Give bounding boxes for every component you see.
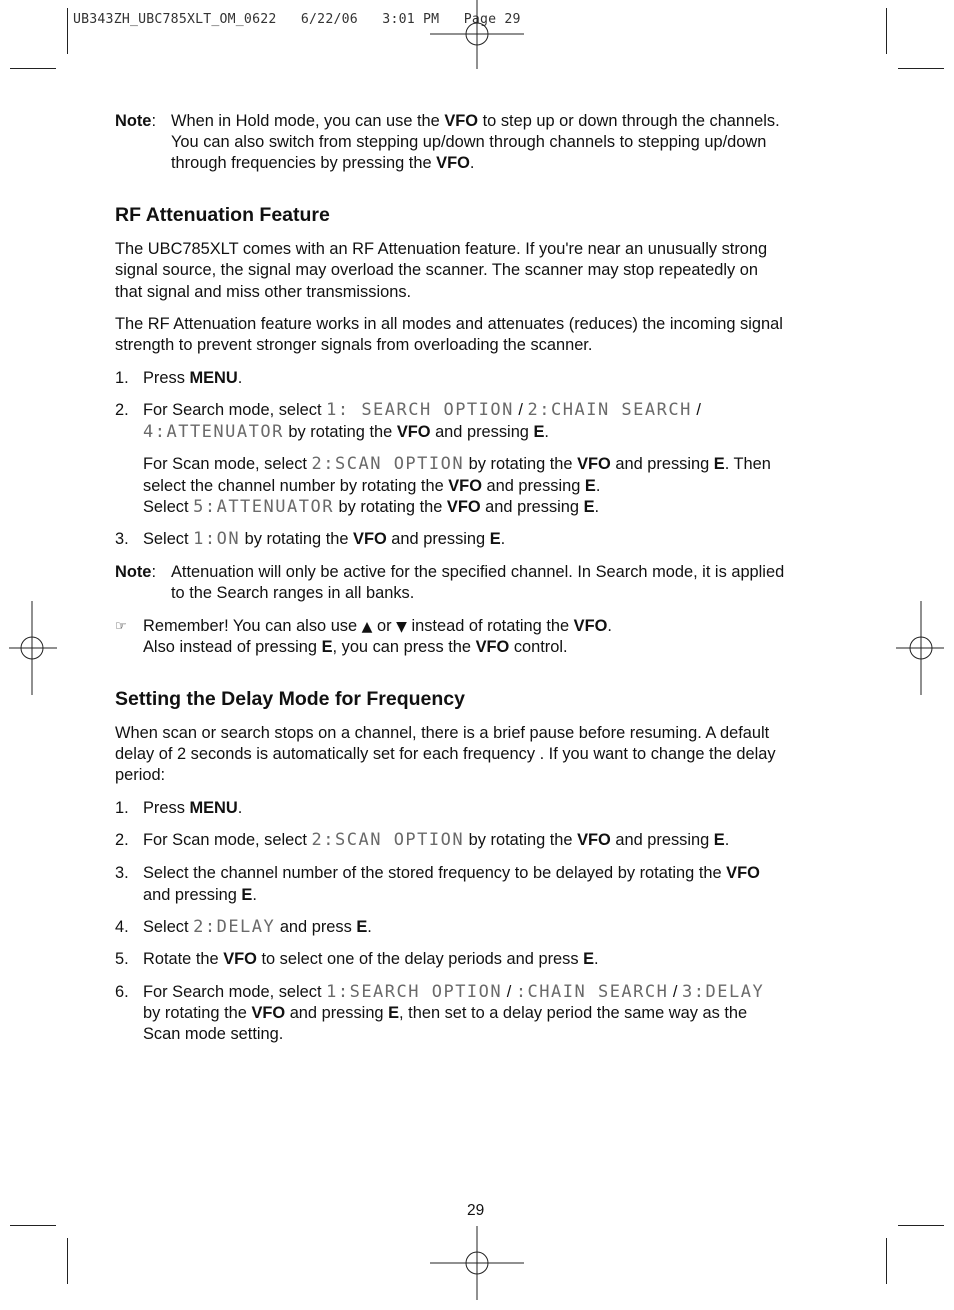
delay-step-number: 3. bbox=[115, 864, 129, 882]
registration-mark-bottom bbox=[430, 1216, 524, 1310]
heading-rf-attenuation: RF Attenuation Feature bbox=[115, 204, 330, 226]
delay-paragraph-line-3: period: bbox=[115, 766, 166, 784]
lcd-text: 2:SCAN OPTION bbox=[311, 830, 465, 850]
lcd-text: 5:ATTENUATOR bbox=[193, 497, 334, 517]
note-hold-mode: Note: bbox=[115, 112, 156, 130]
rf-step-number: 3. bbox=[115, 530, 129, 548]
crop-mark bbox=[886, 1238, 887, 1284]
rf-paragraph-1-line-2: signal source, the signal may overload the scanner. The scanner may stop repeatedly on bbox=[115, 261, 758, 279]
delay-step-3-line-1: Select the channel number of the stored frequency to be delayed by rotating the VFO bbox=[143, 864, 760, 882]
remember-line-1: Remember! You can also use ▲ or ▼ instead of rotating the VFO. bbox=[143, 617, 612, 635]
delay-paragraph-line-2: delay of 2 seconds is automatically set for each frequency . If you want to change the delay bbox=[115, 745, 776, 763]
crop-mark bbox=[886, 8, 887, 54]
lcd-text: 1:SEARCH OPTION bbox=[326, 982, 503, 1002]
rf-step-2-line-1: For Search mode, select 1: SEARCH OPTION / 2:CHAIN SEARCH / bbox=[143, 400, 701, 420]
registration-mark-top bbox=[430, 0, 524, 81]
print-slug: UB343ZH_UBC785XLT_OM_0622 6/22/06 3:01 PM Page 29 bbox=[73, 12, 521, 27]
crop-mark bbox=[10, 1225, 56, 1226]
rf-step-2-channel-line: select the channel number by rotating the VFO and pressing E. bbox=[143, 477, 601, 495]
crop-mark bbox=[898, 1225, 944, 1226]
delay-step-number: 1. bbox=[115, 799, 129, 817]
registration-mark-left bbox=[0, 601, 79, 695]
lcd-text: 3:DELAY bbox=[682, 982, 765, 1002]
note-hold-line-1: When in Hold mode, you can use the VFO to step up or down through the channels. bbox=[171, 112, 780, 130]
rf-step-number: 1. bbox=[115, 369, 129, 387]
delay-step-3-line-2: and pressing E. bbox=[143, 886, 257, 904]
crop-mark bbox=[898, 68, 944, 69]
rf-step-2-select-line: Select 5:ATTENUATOR by rotating the VFO and pressing E. bbox=[143, 497, 600, 517]
lcd-text: 2:CHAIN SEARCH bbox=[527, 400, 692, 420]
delay-step-5: Rotate the VFO to select one of the delay periods and press E. bbox=[143, 950, 599, 968]
lcd-text: 2:DELAY bbox=[193, 917, 276, 937]
rf-step-number: 2. bbox=[115, 401, 129, 419]
crop-mark bbox=[67, 8, 68, 54]
lcd-text: :CHAIN SEARCH bbox=[515, 982, 669, 1002]
delay-step-number: 4. bbox=[115, 918, 129, 936]
delay-paragraph-line-1: When scan or search stops on a channel, there is a brief pause before resuming. A default bbox=[115, 724, 770, 742]
note-attenuation-line-1: Attenuation will only be active for the specified channel. In Search mode, it is applied bbox=[171, 563, 785, 581]
delay-step-number: 2. bbox=[115, 831, 129, 849]
note-hold-line-2: You can also switch from stepping up/down through channels to stepping up/down bbox=[171, 133, 767, 151]
heading-delay-mode: Setting the Delay Mode for Frequency bbox=[115, 688, 465, 710]
lcd-text: 2:SCAN OPTION bbox=[311, 454, 465, 474]
lcd-text: 1: SEARCH OPTION bbox=[326, 400, 514, 420]
crop-mark bbox=[67, 1238, 68, 1284]
rf-step-1: Press MENU. bbox=[143, 369, 243, 387]
note-attenuation: Note: bbox=[115, 563, 156, 581]
down-arrow-icon: ▼ bbox=[396, 619, 407, 635]
crop-mark bbox=[10, 68, 56, 69]
rf-step-3: Select 1:ON by rotating the VFO and pressing E. bbox=[143, 529, 506, 549]
registration-mark-right bbox=[874, 601, 954, 695]
note-hold-line-3: through frequencies by pressing the VFO. bbox=[171, 154, 475, 172]
delay-step-6-line-1: For Search mode, select 1:SEARCH OPTION / :CHAIN SEARCH / 3:DELAY bbox=[143, 982, 765, 1002]
lcd-text: 1:ON bbox=[193, 529, 241, 549]
remember-line-2: Also instead of pressing E, you can press the VFO control. bbox=[143, 638, 568, 656]
delay-step-number: 6. bbox=[115, 983, 129, 1001]
rf-step-2-scan-line: For Scan mode, select 2:SCAN OPTION by rotating the VFO and pressing E. Then bbox=[143, 454, 771, 474]
delay-step-number: 5. bbox=[115, 950, 129, 968]
pointing-hand-icon: ☞ bbox=[115, 619, 127, 634]
rf-paragraph-1-line-3: that signal and miss other transmissions. bbox=[115, 283, 412, 301]
rf-paragraph-2-line-2: strength to prevent stronger signals from overloading the scanner. bbox=[115, 336, 593, 354]
delay-step-2: For Scan mode, select 2:SCAN OPTION by rotating the VFO and pressing E. bbox=[143, 830, 730, 850]
delay-step-6-line-3: Scan mode setting. bbox=[143, 1025, 284, 1043]
lcd-text: 4:ATTENUATOR bbox=[143, 422, 284, 442]
up-arrow-icon: ▲ bbox=[361, 619, 373, 635]
delay-step-6-line-2: by rotating the VFO and pressing E, then set to a delay period the same way as the bbox=[143, 1004, 748, 1022]
delay-step-4: Select 2:DELAY and press E. bbox=[143, 917, 372, 937]
delay-step-1: Press MENU. bbox=[143, 799, 243, 817]
rf-step-2-line-2: 4:ATTENUATOR by rotating the VFO and pressing E. bbox=[143, 422, 549, 442]
rf-paragraph-2-line-1: The RF Attenuation feature works in all modes and attenuates (reduces) the incoming signal bbox=[115, 315, 783, 333]
rf-paragraph-1-line-1: The UBC785XLT comes with an RF Attenuation feature. If you're near an unusually strong bbox=[115, 240, 768, 258]
note-attenuation-line-2: to the Search ranges in all banks. bbox=[171, 584, 415, 602]
page-number: 29 bbox=[467, 1202, 485, 1219]
